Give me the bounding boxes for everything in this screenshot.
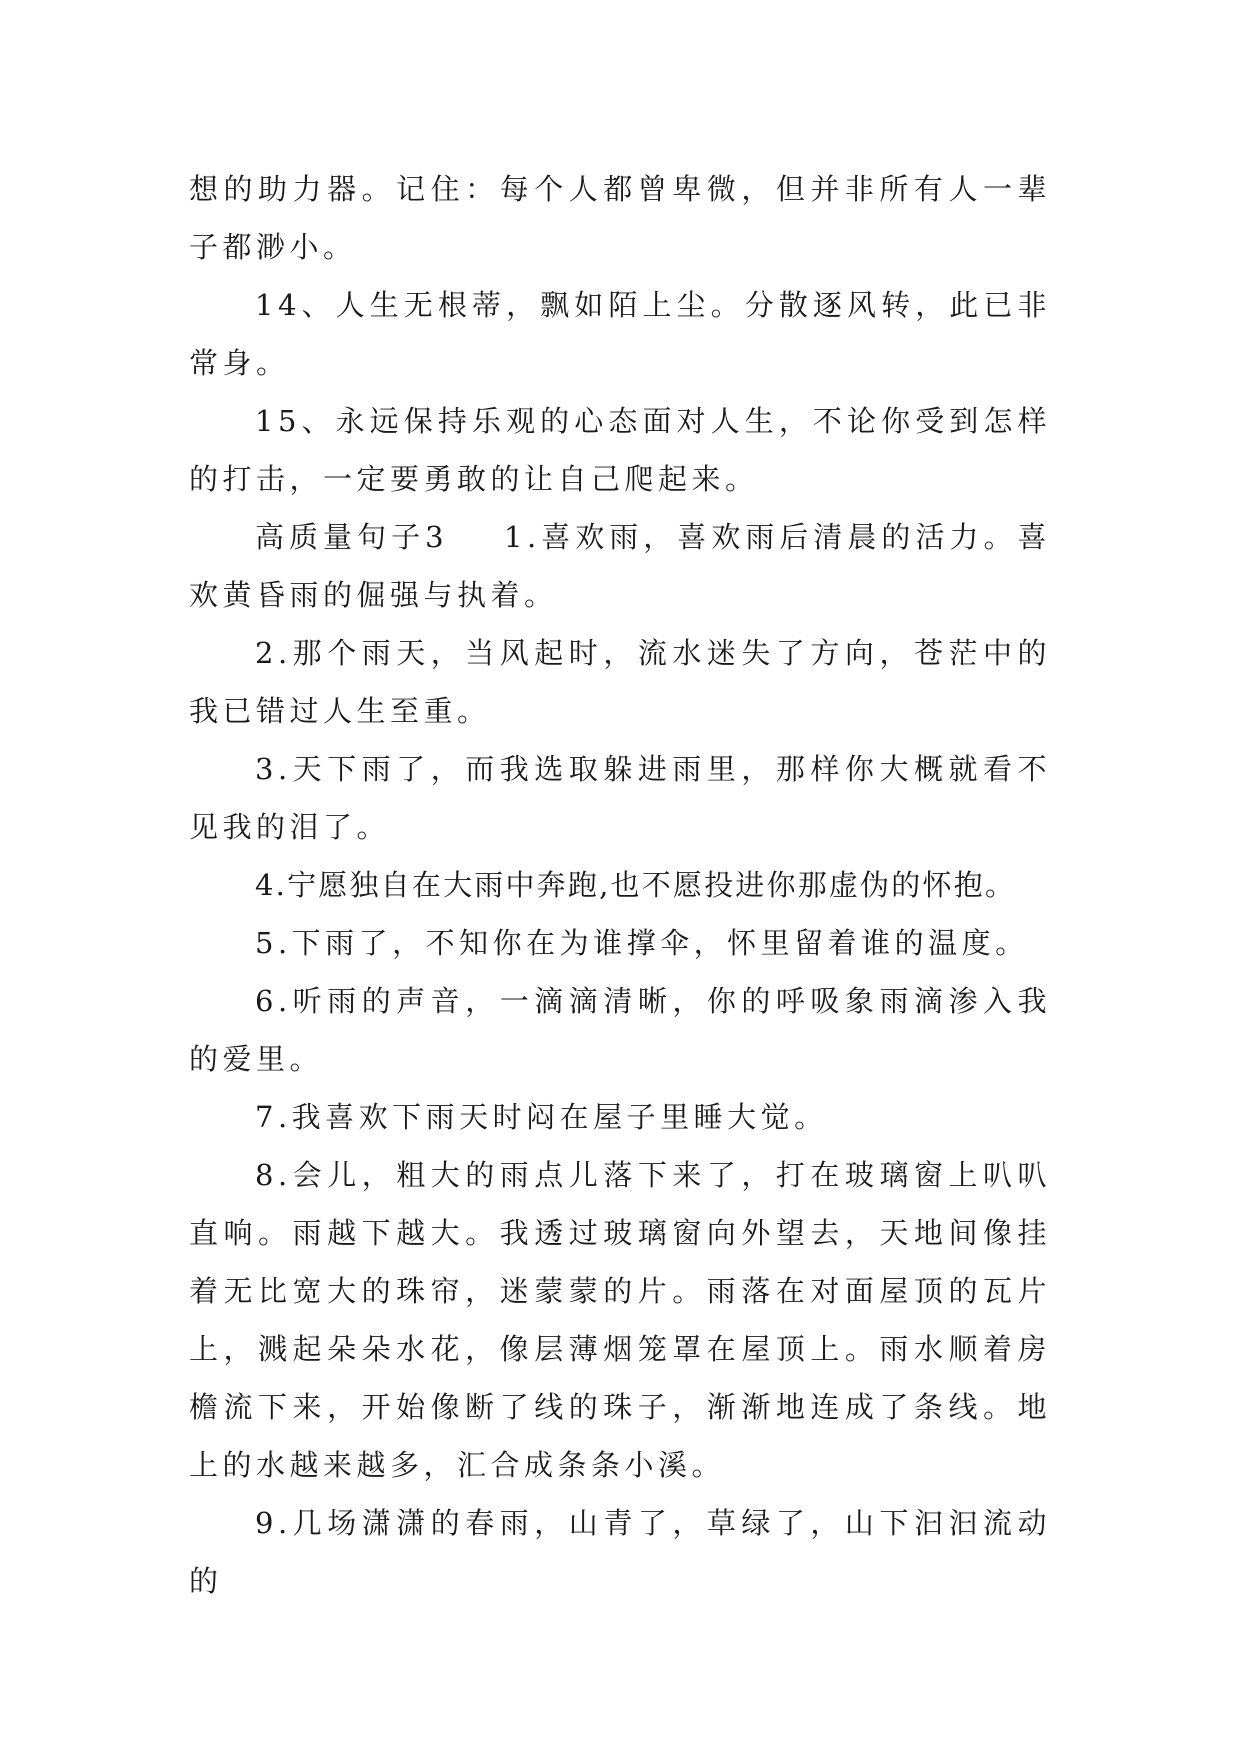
rain-item-2: 2.那个雨天，当风起时，流水迷失了方向，苍茫中的我已错过人生至重。 [189,636,1051,728]
paragraph-quote-15: 15、永远保持乐观的心态面对人生，不论你受到怎样的打击，一定要勇敢的让自己爬起来。 [189,404,1051,496]
section-heading-paragraph [189,508,1051,624]
rain-item-6: 6.听雨的声音，一滴滴清晰，你的呼吸象雨滴渗入我的爱里。 [189,984,1051,1076]
rain-item-3: 3.天下雨了，而我选取躲进雨里，那样你大概就看不见我的泪了。 [189,752,1051,844]
paragraph-quote-14: 14、人生无根蒂，飘如陌上尘。分散逐风转，此已非常身。 [189,288,1051,380]
section-heading: 高质量句子3 [255,520,449,554]
rain-item-8: 8.会儿，粗大的雨点儿落下来了，打在玻璃窗上叭叭直响。雨越下越大。我透过玻璃窗向外望去，天地间像挂着无比宽大的珠帘，迷蒙蒙的片。雨落在对面屋顶的瓦片上，溅起朵朵水花，像层薄烟笼罩在屋顶上。雨水顺着房檐流下来，开始像断了线的珠子，渐渐地连成了条线。地上的水越来越多，汇合成条条小溪。 [189,1158,1051,1482]
rain-item-9: 9.几场潇潇的春雨，山青了，草绿了，山下汩汩流动的 [189,1506,1051,1598]
document-body [189,160,1051,1610]
rain-item-7: 7.我喜欢下雨天时闷在屋子里睡大觉。 [255,1100,828,1134]
rain-item-5: 5.下雨了，不知你在为谁撑伞，怀里留着谁的温度。 [255,926,1029,960]
section-first-item: 1.喜欢雨，喜欢雨后清晨的活力。喜欢黄昏雨的倔强与执着。 [189,520,1051,612]
rain-item-4: 4.宁愿独自在大雨中奔跑,也不愿投进你那虚伪的怀抱。 [255,868,1017,902]
paragraph-continuation: 想的助力器。记住：每个人都曾卑微，但并非所有人一辈子都渺小。 [189,172,1051,264]
